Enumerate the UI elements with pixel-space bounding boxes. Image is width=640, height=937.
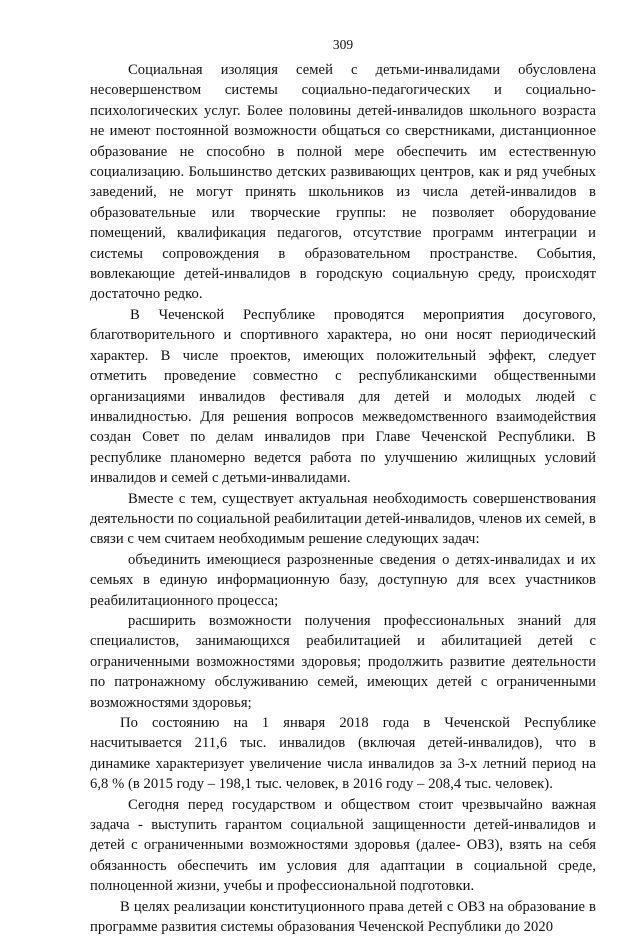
paragraph-education-rights: В целях реализации конституционного права детей с ОВЗ на образование в программе развития системы образования Чеченской Республики до 2020 <box>90 898 596 936</box>
page-number: 309 <box>332 37 354 52</box>
body-text <box>90 60 596 937</box>
paragraph-task-database: объединить имеющиеся разрозненные сведения о детях-инвалидах и их семьях в единую информационную базу, доступную для всех участников реабилитационного процесса; <box>90 551 596 609</box>
paragraph-chechen-events: В Чеченской Республике проводятся мероприятия досугового, благотворительного и спортивного характера, но они носят периодический характер. В числе проектов, имеющих положительный эффект, следует отметить проведение совместно с республиканскими общественными организациями инвалидов фестиваля для детей и молодых людей с инвалидностью. Для решения вопросов межведомственного взаимодействия создан Совет по делам инвалидов при Главе Чеченской Республики. В республике планомерно ведется работа по улучшению жилищных условий инвалидов и семей с детьми-инвалидами. <box>90 306 596 487</box>
paragraph-social-isolation: Социальная изоляция семей с детьми-инвалидами обусловлена несовершенством системы социально-педагогических и социально-психологических услуг. Более половины детей-инвалидов школьного возраста не имеют постоянной возможности общаться со сверстниками, дистанционное образование не способно в полной мере обеспечить им естественную социализацию. Большинство детских развивающих центров, как и ряд учебных заведений, не могут принять школьников из числа детей-инвалидов в образовательные или творческие группы: не позволяет оборудование помещений, квалификация педагогов, отсутствие программ интеграции и системы сопровождения в образовательном пространстве. События, вовлекающие детей-инвалидов в городскую социальную среду, происходят достаточно редко. <box>90 62 596 303</box>
paragraph-task-specialists: расширить возможности получения профессиональных знаний для специалистов, занимающихся реабилитацией и абилитацией детей с ограниченными возможностями здоровья; продолжить развитие деятельности по патронажному обслуживанию семей, имеющих детей с ограниченными возможностями здоровья; <box>90 612 596 711</box>
paragraph-state-task: Сегодня перед государством и обществом стоит чрезвычайно важная задача - выступить гарантом социальной защищенности детей-инвалидов и детей с ограниченными возможностями здоровья (далее- ОВЗ), взять на себя обязанность обеспечить им условия для адаптации в социальной среде, полноценной жизни, учебы и профессиональной подготовки. <box>90 796 596 895</box>
paragraph-statistics: По состоянию на 1 января 2018 года в Чеченской Республике насчитывается 211,6 тыс. инвалидов (включая детей-инвалидов), что в динамике характеризует увеличение числа инвалидов за 3-х летний период на 6,8 % (в 2015 году – 198,1 тыс. человек, в 2016 году – 208,4 тыс. человек). <box>90 715 596 793</box>
paragraph-tasks-intro: Вместе с тем, существует актуальная необходимость совершенствования деятельности по социальной реабилитации детей-инвалидов, членов их семей, в связи с чем считаем необходимым решение следующих задач: <box>90 490 596 548</box>
document-page <box>90 0 596 936</box>
